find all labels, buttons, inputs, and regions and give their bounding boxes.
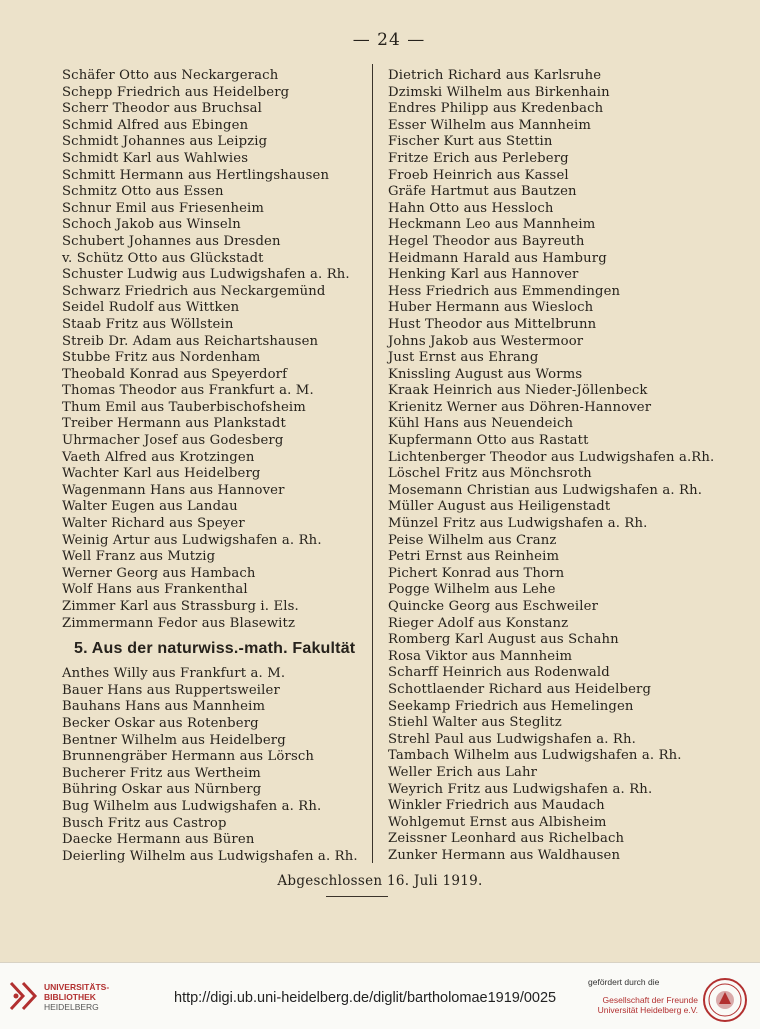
student-entry: Deierling Wilhelm aus Ludwigshafen a. Rh.	[62, 848, 358, 864]
ub-heidelberg-logo-icon	[8, 979, 38, 1013]
student-entry: Hess Friedrich aus Emmendingen	[388, 283, 621, 299]
student-entry: Seidel Rudolf aus Wittken	[62, 300, 240, 316]
student-entry: Knissling August aus Worms	[388, 366, 583, 382]
student-entry: Bauer Hans aus Ruppertsweiler	[62, 682, 280, 698]
student-entry: Anthes Willy aus Frankfurt a. M.	[62, 666, 286, 682]
student-entry: Becker Oskar aus Rotenberg	[62, 715, 259, 731]
university-seal-icon	[702, 977, 748, 1023]
student-entry: Bühring Oskar aus Nürnberg	[62, 782, 262, 798]
student-entry: Wohlgemut Ernst aus Albisheim	[388, 814, 607, 830]
student-entry: Krienitz Werner aus Döhren-Hannover	[388, 399, 652, 415]
student-entry: Schmitt Hermann aus Hertlingshausen	[62, 167, 330, 183]
student-entry: Bug Wilhelm aus Ludwigshafen a. Rh.	[62, 798, 322, 814]
closing-rule	[326, 896, 388, 897]
column-divider	[372, 64, 373, 863]
student-entry: Pichert Konrad aus Thorn	[388, 565, 565, 581]
student-entry: Busch Fritz aus Castrop	[62, 815, 227, 831]
student-entry: Münzel Fritz aus Ludwigshafen a. Rh.	[388, 516, 648, 532]
right-name-list	[388, 68, 728, 865]
student-entry: Endres Philipp aus Kredenbach	[388, 101, 604, 117]
student-entry: Rosa Viktor aus Mannheim	[388, 648, 573, 664]
student-entry: Stiehl Walter aus Steglitz	[388, 715, 562, 731]
student-entry: Peise Wilhelm aus Cranz	[388, 532, 557, 548]
student-entry: Froeb Heinrich aus Kassel	[388, 167, 569, 183]
student-entry: Scharff Heinrich aus Rodenwald	[388, 665, 610, 681]
student-entry: Schottlaender Richard aus Heidelberg	[388, 681, 652, 697]
student-entry: Müller August aus Heiligenstadt	[388, 499, 611, 515]
left-name-list	[62, 68, 382, 632]
student-entry: Hahn Otto aus Hessloch	[388, 200, 554, 216]
student-entry: Schäfer Otto aus Neckargerach	[62, 68, 279, 83]
student-entry: Bauhans Hans aus Mannheim	[62, 699, 266, 715]
student-entry: Heidmann Harald aus Hamburg	[388, 250, 607, 266]
right-column	[388, 68, 728, 865]
library-name-line2: BIBLIOTHEK	[44, 992, 96, 1002]
student-entry: Rieger Adolf aus Konstanz	[388, 615, 569, 631]
student-entry: Stubbe Fritz aus Nordenham	[62, 350, 261, 366]
permalink-url[interactable]: http://digi.ub.uni-heidelberg.de/diglit/bartholomae1919/0025	[174, 990, 557, 1006]
closing-note: Abgeschlossen 16. Juli 1919.	[277, 873, 483, 889]
student-entry: Johns Jakob aus Westermoor	[388, 333, 584, 349]
sponsor-name-line2: Universität Heidelberg e.V.	[597, 1005, 698, 1015]
student-entry: Streib Dr. Adam aus Reichartshausen	[62, 333, 319, 349]
student-entry: Zunker Hermann aus Waldhausen	[388, 847, 621, 863]
student-entry: Zimmermann Fedor aus Blasewitz	[62, 615, 296, 631]
student-entry: Petri Ernst aus Reinheim	[388, 549, 560, 565]
sponsor-name	[590, 995, 698, 1015]
section-heading: 5. Aus der naturwiss.-math. Fakultät	[74, 640, 356, 658]
left-name-list-science	[62, 666, 382, 865]
student-entry: Weinig Artur aus Ludwigshafen a. Rh.	[62, 532, 322, 548]
student-entry: Lichtenberger Theodor aus Ludwigshafen a.Rh.	[388, 449, 715, 465]
student-entry: Staab Fritz aus Wöllstein	[62, 316, 234, 332]
student-entry: Strehl Paul aus Ludwigshafen a. Rh.	[388, 731, 636, 747]
student-entry: Well Franz aus Mutzig	[62, 549, 216, 565]
student-entry: Seekamp Friedrich aus Hemelingen	[388, 698, 634, 714]
student-entry: Tambach Wilhelm aus Ludwigshafen a. Rh.	[388, 748, 682, 764]
student-entry: Schwarz Friedrich aus Neckargemünd	[62, 283, 326, 299]
student-entry: Dietrich Richard aus Karlsruhe	[388, 68, 602, 83]
student-entry: Kühl Hans aus Neuendeich	[388, 416, 574, 432]
student-entry: Theobald Konrad aus Speyerdorf	[62, 366, 288, 382]
student-entry: Scherr Theodor aus Bruchsal	[62, 101, 263, 117]
student-entry: v. Schütz Otto aus Glückstadt	[62, 250, 264, 266]
student-entry: Werner Georg aus Hambach	[62, 565, 256, 581]
student-entry: Uhrmacher Josef aus Godesberg	[62, 433, 284, 449]
student-entry: Weyrich Fritz aus Ludwigshafen a. Rh.	[388, 781, 653, 797]
student-entry: Kraak Heinrich aus Nieder-Jöllenbeck	[388, 383, 648, 399]
student-entry: Löschel Fritz aus Mönchsroth	[388, 466, 592, 482]
student-entry: Huber Hermann aus Wiesloch	[388, 300, 594, 316]
student-entry: Fischer Kurt aus Stettin	[388, 134, 553, 150]
student-entry: Schmidt Johannes aus Leipzig	[62, 134, 268, 150]
student-entry: Schoch Jakob aus Winseln	[62, 217, 241, 233]
student-entry: Mosemann Christian aus Ludwigshafen a. Rh.	[388, 482, 703, 498]
digitization-footer	[0, 962, 760, 1029]
student-entry: Weller Erich aus Lahr	[388, 764, 538, 780]
left-column	[62, 68, 382, 865]
student-entry: Zeissner Leonhard aus Richelbach	[388, 831, 625, 847]
student-entry: Zimmer Karl aus Strassburg i. Els.	[62, 599, 299, 614]
student-entry: Walter Eugen aus Landau	[62, 499, 238, 515]
student-entry: Schepp Friedrich aus Heidelberg	[62, 84, 290, 100]
page-number: — 24 —	[352, 30, 426, 50]
student-entry: Bucherer Fritz aus Wertheim	[62, 765, 261, 781]
student-entry: Bentner Wilhelm aus Heidelberg	[62, 732, 286, 748]
student-entry: Thomas Theodor aus Frankfurt a. M.	[62, 383, 314, 399]
student-entry: Henking Karl aus Hannover	[388, 267, 579, 283]
student-entry: Thum Emil aus Tauberbischofsheim	[62, 399, 306, 415]
student-entry: Esser Wilhelm aus Mannheim	[388, 117, 592, 133]
student-entry: Romberg Karl August aus Schahn	[388, 632, 619, 648]
sponsor-name-line1: Gesellschaft der Freunde	[602, 995, 698, 1005]
student-entry: Treiber Hermann aus Plankstadt	[62, 416, 286, 432]
student-entry: Fritze Erich aus Perleberg	[388, 150, 569, 166]
student-entry: Schmidt Karl aus Wahlwies	[62, 150, 249, 166]
student-entry: Walter Richard aus Speyer	[62, 516, 245, 532]
student-entry: Heckmann Leo aus Mannheim	[388, 217, 596, 233]
student-entry: Daecke Hermann aus Büren	[62, 832, 255, 848]
student-entry: Schmid Alfred aus Ebingen	[62, 117, 249, 133]
student-entry: Pogge Wilhelm aus Lehe	[388, 582, 556, 598]
student-entry: Schmitz Otto aus Essen	[62, 184, 224, 200]
student-entry: Dzimski Wilhelm aus Birkenhain	[388, 84, 610, 100]
student-entry: Hegel Theodor aus Bayreuth	[388, 233, 585, 249]
student-entry: Kupfermann Otto aus Rastatt	[388, 433, 589, 449]
student-entry: Quincke Georg aus Eschweiler	[388, 599, 599, 614]
student-entry: Schubert Johannes aus Dresden	[62, 233, 281, 249]
student-entry: Wolf Hans aus Frankenthal	[62, 582, 248, 598]
sponsor-label: gefördert durch die	[588, 977, 660, 987]
student-entry: Brunnengräber Hermann aus Lörsch	[62, 749, 315, 765]
student-entry: Schuster Ludwig aus Ludwigshafen a. Rh.	[62, 267, 350, 283]
student-entry: Just Ernst aus Ehrang	[388, 350, 539, 366]
student-entry: Wachter Karl aus Heidelberg	[62, 466, 261, 482]
library-name	[44, 982, 109, 1012]
student-entry: Winkler Friedrich aus Maudach	[388, 798, 605, 814]
student-entry: Hust Theodor aus Mittelbrunn	[388, 316, 597, 332]
student-entry: Wagenmann Hans aus Hannover	[62, 482, 285, 498]
student-entry: Schnur Emil aus Friesenheim	[62, 200, 265, 216]
library-name-line3: HEIDELBERG	[44, 1002, 99, 1012]
library-name-line1: UNIVERSITÄTS-	[44, 982, 110, 992]
student-entry: Gräfe Hartmut aus Bautzen	[388, 184, 577, 200]
student-entry: Vaeth Alfred aus Krotzingen	[62, 449, 255, 465]
